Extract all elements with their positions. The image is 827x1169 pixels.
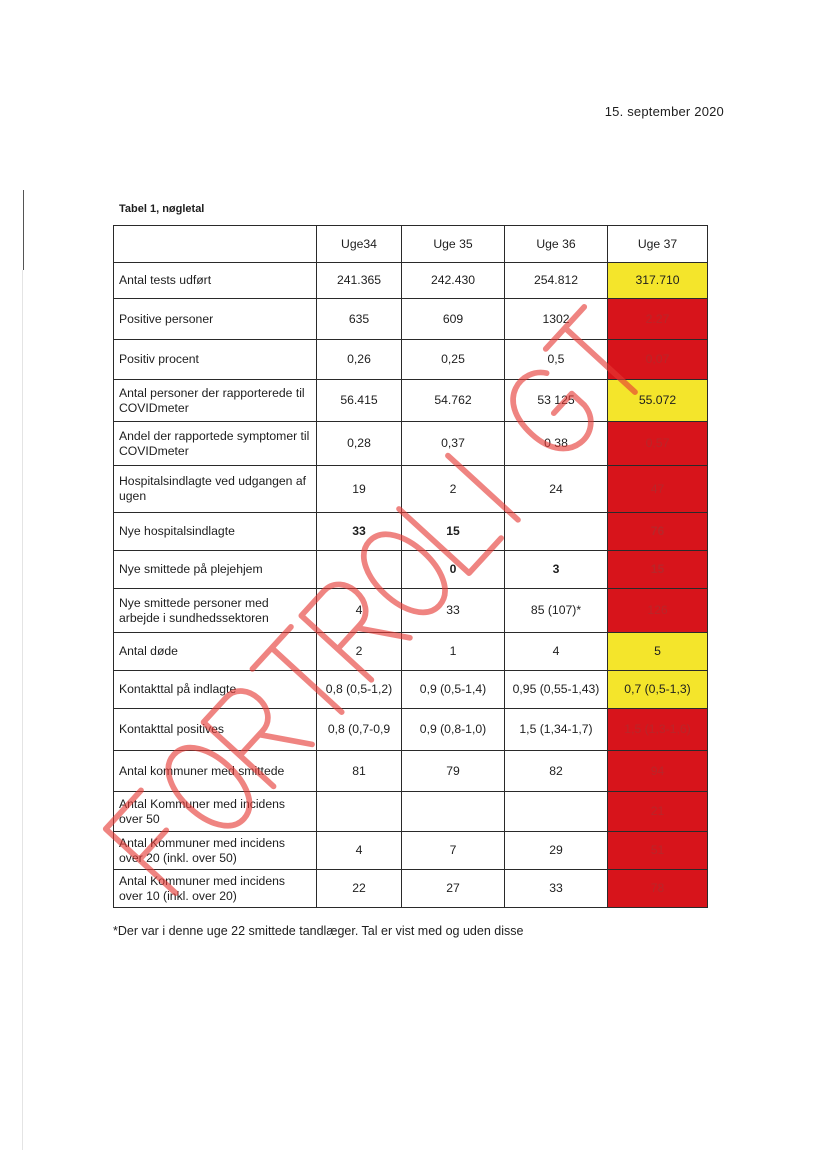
header-cell-uge35: Uge 35	[402, 226, 505, 263]
footnote: *Der var i denne uge 22 smittede tandlæger. Tal er vist med og uden disse	[113, 924, 524, 938]
row-label: Antal Kommuner med incidens over 20 (inkl. over 50)	[114, 832, 317, 870]
value-cell: 15	[402, 513, 505, 551]
value-cell: 0,28	[317, 422, 402, 466]
value-cell: 0	[402, 551, 505, 589]
value-cell: 241.365	[317, 263, 402, 299]
table-header-row	[114, 226, 708, 263]
value-cell: 635	[317, 299, 402, 340]
value-cell: 33	[505, 870, 608, 908]
table-row	[114, 299, 708, 340]
row-label: Hospitalsindlagte ved udgangen af ugen	[114, 466, 317, 513]
table-row	[114, 671, 708, 709]
value-cell: 7	[402, 832, 505, 870]
header-cell-uge36: Uge 36	[505, 226, 608, 263]
status-cell: 0,57	[608, 422, 708, 466]
status-cell: 94	[608, 751, 708, 792]
value-cell: 1,5 (1,34-1,7)	[505, 709, 608, 751]
table-row	[114, 792, 708, 832]
value-cell: 27	[402, 870, 505, 908]
status-cell: 21	[608, 792, 708, 832]
status-cell: 126	[608, 589, 708, 633]
value-cell: 19	[317, 466, 402, 513]
value-cell: 81	[317, 751, 402, 792]
value-cell: 1302	[505, 299, 608, 340]
row-label: Nye smittede personer med arbejde i sundhedssektoren	[114, 589, 317, 633]
value-cell: 24	[505, 466, 608, 513]
row-label: Nye smittede på plejehjem	[114, 551, 317, 589]
value-cell: 4	[505, 633, 608, 671]
status-cell: 15	[608, 551, 708, 589]
row-label: Positive personer	[114, 299, 317, 340]
row-label: Positiv procent	[114, 340, 317, 380]
table-row	[114, 589, 708, 633]
header-cell-uge34: Uge34	[317, 226, 402, 263]
value-cell	[505, 513, 608, 551]
table-row	[114, 751, 708, 792]
status-cell: 78	[608, 870, 708, 908]
table-row	[114, 466, 708, 513]
value-cell: 0,95 (0,55-1,43)	[505, 671, 608, 709]
table-row	[114, 380, 708, 422]
value-cell: 0 38	[505, 422, 608, 466]
status-cell: 55.072	[608, 380, 708, 422]
value-cell: 56.415	[317, 380, 402, 422]
key-figures-table	[113, 225, 708, 908]
table-row	[114, 263, 708, 299]
table-row	[114, 633, 708, 671]
status-cell: 5	[608, 633, 708, 671]
header-cell	[114, 226, 317, 263]
value-cell: 29	[505, 832, 608, 870]
value-cell: 54.762	[402, 380, 505, 422]
row-label: Antal døde	[114, 633, 317, 671]
value-cell: 2	[317, 633, 402, 671]
value-cell: 0,8 (0,5-1,2)	[317, 671, 402, 709]
table-caption: Tabel 1, nøgletal	[119, 203, 205, 215]
value-cell: 0,25	[402, 340, 505, 380]
value-cell: 609	[402, 299, 505, 340]
value-cell: 33	[402, 589, 505, 633]
margin-rule-faint	[22, 270, 23, 1150]
value-cell	[317, 551, 402, 589]
value-cell: 85 (107)*	[505, 589, 608, 633]
status-cell: 51	[608, 832, 708, 870]
value-cell: 2	[402, 466, 505, 513]
value-cell: 53 125	[505, 380, 608, 422]
value-cell: 79	[402, 751, 505, 792]
status-cell: 2.27	[608, 299, 708, 340]
table-row	[114, 340, 708, 380]
header-cell-uge37: Uge 37	[608, 226, 708, 263]
value-cell: 254.812	[505, 263, 608, 299]
row-label: Antal Kommuner med incidens over 50	[114, 792, 317, 832]
value-cell: 22	[317, 870, 402, 908]
value-cell: 4	[317, 589, 402, 633]
value-cell: 33	[317, 513, 402, 551]
status-cell: 1,5 (1,3-1,6)	[608, 709, 708, 751]
document-date: 15. september 2020	[604, 104, 724, 119]
value-cell	[505, 792, 608, 832]
table-row	[114, 422, 708, 466]
status-cell: 76	[608, 513, 708, 551]
status-cell: 0,7 (0,5-1,3)	[608, 671, 708, 709]
value-cell: 4	[317, 832, 402, 870]
table-row	[114, 870, 708, 908]
value-cell: 0,5	[505, 340, 608, 380]
row-label: Kontakttal på indlagte	[114, 671, 317, 709]
value-cell: 0,9 (0,5-1,4)	[402, 671, 505, 709]
row-label: Antal Kommuner med incidens over 10 (inkl. over 20)	[114, 870, 317, 908]
table-row	[114, 551, 708, 589]
value-cell: 3	[505, 551, 608, 589]
table-row	[114, 709, 708, 751]
value-cell: 242.430	[402, 263, 505, 299]
value-cell: 0,8 (0,7-0,9	[317, 709, 402, 751]
value-cell: 1	[402, 633, 505, 671]
value-cell: 0,37	[402, 422, 505, 466]
status-cell: 47	[608, 466, 708, 513]
value-cell	[317, 792, 402, 832]
row-label: Antal tests udført	[114, 263, 317, 299]
row-label: Kontakttal positives	[114, 709, 317, 751]
value-cell: 0,26	[317, 340, 402, 380]
status-cell: 0,07	[608, 340, 708, 380]
row-label: Antal personer der rapporterede til COVIDmeter	[114, 380, 317, 422]
table-row	[114, 513, 708, 551]
status-cell: 317.710	[608, 263, 708, 299]
margin-rule	[23, 190, 24, 270]
value-cell	[402, 792, 505, 832]
row-label: Andel der rapportede symptomer til COVIDmeter	[114, 422, 317, 466]
row-label: Nye hospitalsindlagte	[114, 513, 317, 551]
table-row	[114, 832, 708, 870]
value-cell: 0,9 (0,8-1,0)	[402, 709, 505, 751]
row-label: Antal kommuner med smittede	[114, 751, 317, 792]
value-cell: 82	[505, 751, 608, 792]
